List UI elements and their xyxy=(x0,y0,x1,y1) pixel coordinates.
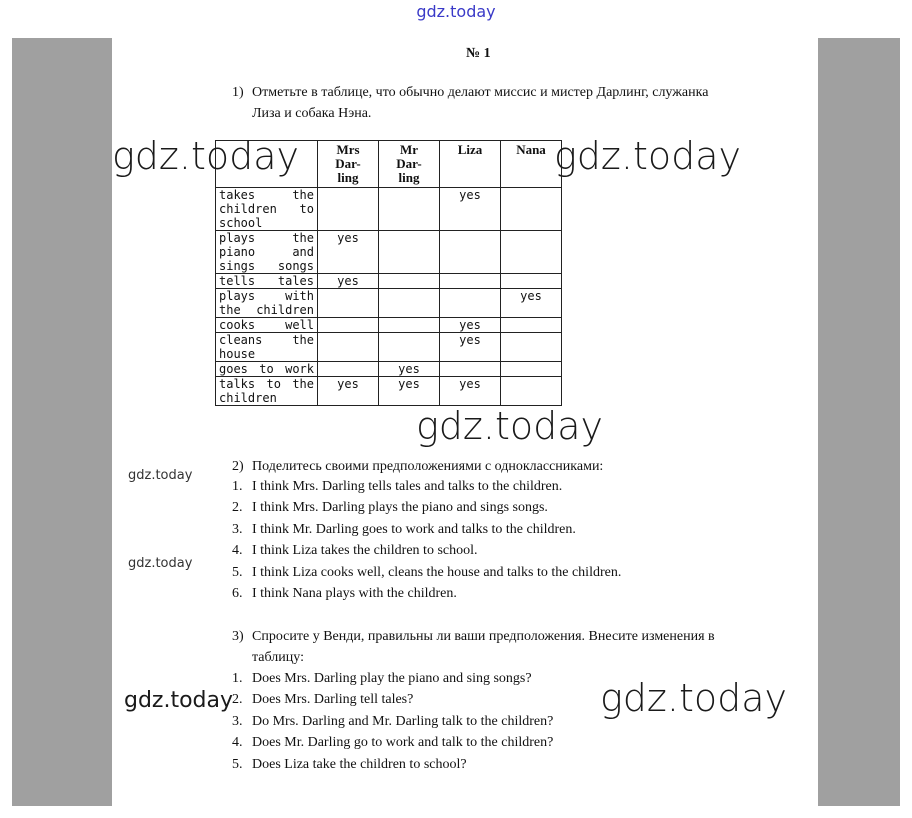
list-item-number: 1. xyxy=(232,671,243,686)
list-item-text: Does Mr. Darling go to work and talk to the children? xyxy=(252,735,554,751)
answer-cell xyxy=(501,362,562,377)
activity-cell: cooks well xyxy=(216,318,318,333)
watermark: gdz.today xyxy=(416,404,603,448)
list-item-text: I think Mr. Darling goes to work and talks to the children. xyxy=(252,521,576,537)
task-2-number: 2) xyxy=(232,459,244,474)
task-1-text: Отметьте в таблице, что обычно делают миссис и мистер Дарлинг, служанка Лиза и собака Нэна. xyxy=(252,85,709,121)
answer-cell: yes xyxy=(379,377,440,406)
list-item-text: Does Mrs. Darling tell tales? xyxy=(252,692,414,708)
activity-cell: cleans the house xyxy=(216,333,318,362)
list-item-number: 6. xyxy=(232,585,243,601)
table-row xyxy=(216,333,562,362)
answer-cell xyxy=(318,188,379,231)
answer-cell: yes xyxy=(318,377,379,406)
list-item-number: 1. xyxy=(232,479,243,494)
table-row xyxy=(216,188,562,231)
answer-cell: yes xyxy=(318,231,379,274)
answer-cell xyxy=(501,274,562,289)
activity-cell: takes the children to school xyxy=(216,188,318,231)
answer-cell: yes xyxy=(318,274,379,289)
table-header-cell: Nana xyxy=(501,141,562,188)
list-item-number: 4. xyxy=(232,543,243,559)
answer-cell xyxy=(379,289,440,318)
activity-cell: plays the piano and sings songs xyxy=(216,231,318,274)
answer-cell xyxy=(440,362,501,377)
answer-cell xyxy=(318,318,379,333)
table-header-cell: Mr Dar- ling xyxy=(379,141,440,188)
answer-cell xyxy=(501,333,562,362)
answer-cell xyxy=(379,274,440,289)
task-3 xyxy=(232,626,732,668)
list-item-number: 2. xyxy=(232,692,243,708)
right-margin xyxy=(818,38,900,806)
answer-cell: yes xyxy=(440,318,501,333)
watermark: gdz.today xyxy=(128,468,193,483)
answer-cell xyxy=(501,231,562,274)
activity-cell: talks to the children xyxy=(216,377,318,406)
task-1 xyxy=(232,82,732,124)
answer-cell xyxy=(318,289,379,318)
table-row xyxy=(216,274,562,289)
exercise-number: № 1 xyxy=(466,46,491,61)
watermark: gdz.today xyxy=(112,134,299,178)
watermark: gdz.today xyxy=(600,676,787,720)
list-item-number: 3. xyxy=(232,713,243,729)
answer-cell xyxy=(379,333,440,362)
table-header-cell: Mrs Dar- ling xyxy=(318,141,379,188)
list-item-number: 5. xyxy=(232,564,243,580)
answer-cell xyxy=(440,289,501,318)
task-2 xyxy=(232,456,732,477)
activity-cell: plays with the children xyxy=(216,289,318,318)
answer-cell xyxy=(501,318,562,333)
list-item-text: I think Liza takes the children to school. xyxy=(252,543,478,559)
answer-cell: yes xyxy=(440,333,501,362)
left-margin xyxy=(12,38,112,806)
list-item-text: I think Nana plays with the children. xyxy=(252,585,457,601)
list-item-text: Does Mrs. Darling play the piano and sing songs? xyxy=(252,671,532,686)
list-item-number: 5. xyxy=(232,756,243,772)
answer-cell: yes xyxy=(440,377,501,406)
list-item-text: I think Liza cooks well, cleans the house and talks to the children. xyxy=(252,564,622,580)
answer-cell: yes xyxy=(379,362,440,377)
task-3-text: Спросите у Венди, правильны ли ваши предположения. Внесите изменения в таблицу: xyxy=(252,629,715,665)
list-item-number: 4. xyxy=(232,735,243,751)
answer-cell: yes xyxy=(440,188,501,231)
activity-cell: tells tales xyxy=(216,274,318,289)
table-row xyxy=(216,362,562,377)
answer-cell xyxy=(379,318,440,333)
table-row xyxy=(216,231,562,274)
watermark: gdz.today xyxy=(128,556,193,571)
table-row xyxy=(216,377,562,406)
activities-table xyxy=(215,140,562,406)
table-row xyxy=(216,289,562,318)
task-2-text: Поделитесь своими предположениями с одноклассниками: xyxy=(252,459,604,474)
site-link[interactable]: gdz.today xyxy=(416,2,496,21)
list-item-number: 2. xyxy=(232,500,243,516)
answer-cell: yes xyxy=(501,289,562,318)
answer-cell xyxy=(379,188,440,231)
list-item-text: I think Mrs. Darling tells tales and talks to the children. xyxy=(252,479,563,494)
answer-cell xyxy=(318,362,379,377)
watermark: gdz.today xyxy=(124,688,234,713)
watermark: gdz.today xyxy=(554,134,741,178)
answer-cell xyxy=(318,333,379,362)
list-item-text: Does Liza take the children to school? xyxy=(252,756,467,772)
answer-cell xyxy=(440,231,501,274)
list-item-number: 3. xyxy=(232,521,243,537)
table-row xyxy=(216,318,562,333)
list-item-text: Do Mrs. Darling and Mr. Darling talk to the children? xyxy=(252,713,554,729)
table-header-cell: Liza xyxy=(440,141,501,188)
task-1-number: 1) xyxy=(232,85,244,100)
answer-cell xyxy=(501,377,562,406)
activity-cell: goes to work xyxy=(216,362,318,377)
answer-cell xyxy=(440,274,501,289)
task-3-number: 3) xyxy=(232,629,244,644)
list-item-text: I think Mrs. Darling plays the piano and sings songs. xyxy=(252,500,548,516)
answer-cell xyxy=(501,188,562,231)
answer-cell xyxy=(379,231,440,274)
